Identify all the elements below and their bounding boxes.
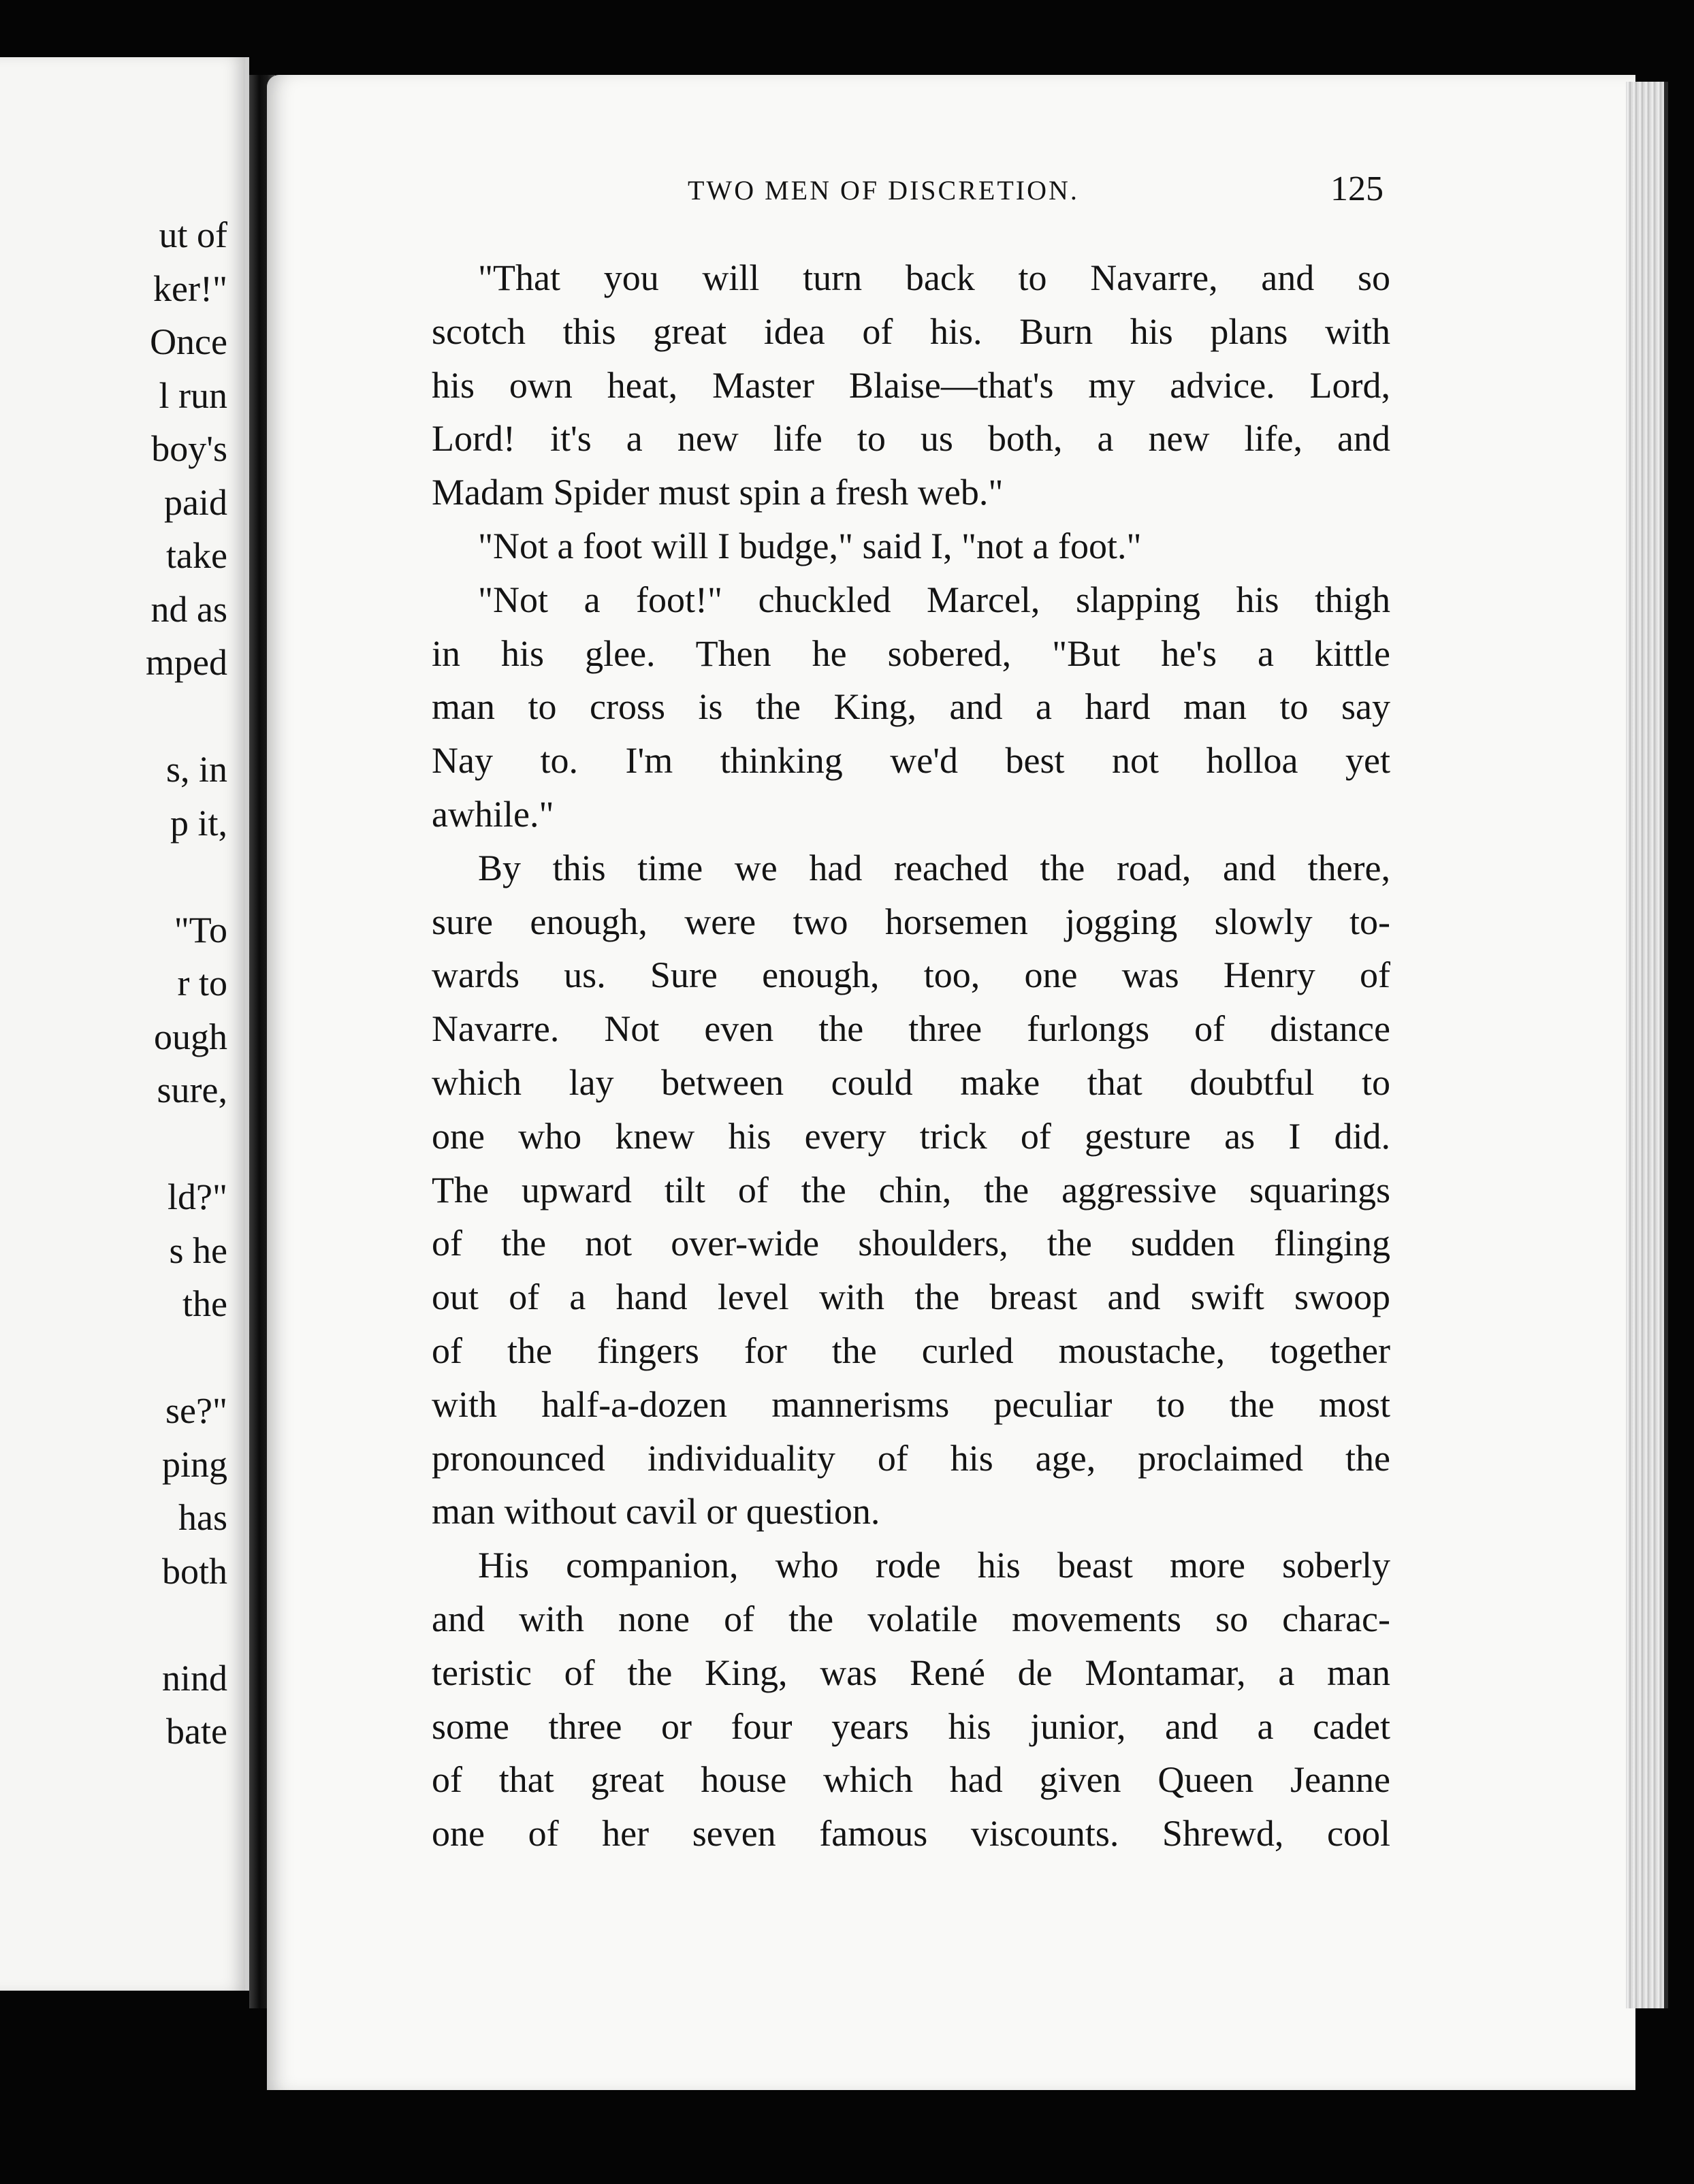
left-page-line: mped	[146, 642, 227, 683]
text-line: By this time we had reached the road, and there,	[478, 847, 1390, 888]
text-line: "Not a foot!" chuckled Marcel, slapping his thigh	[478, 579, 1390, 620]
text-line: "That you will turn back to Navarre, and so	[478, 257, 1390, 298]
text-line: some three or four years his junior, and a cadet	[432, 1705, 1390, 1747]
text-line: Nay to. I'm thinking we'd best not holloa yet	[432, 740, 1390, 782]
text-line: of that great house which had given Queen Jeanne	[432, 1759, 1390, 1801]
left-page-line: boy's	[151, 428, 227, 469]
text-line: and with none of the volatile movements so charac-	[432, 1599, 1390, 1639]
running-head: TWO MEN OF DISCRETION.	[688, 175, 1079, 206]
left-page-line: both	[161, 1550, 227, 1592]
text-line: out of a hand level with the breast and swift swoop	[432, 1276, 1390, 1318]
page-edge	[1626, 82, 1668, 2008]
text-line: scotch this great idea of his. Burn his plans with	[432, 310, 1390, 352]
text-line: one of her seven famous viscounts. Shrewd, cool	[432, 1813, 1390, 1854]
left-page-line: l run	[159, 374, 227, 416]
left-page-line: sure,	[157, 1070, 227, 1110]
left-page-line: ough	[154, 1016, 227, 1057]
text-line: man to cross is the King, and a hard man to say	[432, 686, 1390, 728]
left-page-line: ping	[161, 1443, 227, 1485]
text-line: The upward tilt of the chin, the aggressive squarings	[432, 1169, 1390, 1210]
text-line: teristic of the King, was René de Montamar, a man	[432, 1652, 1390, 1693]
text-line: of the fingers for the curled moustache, together	[432, 1330, 1390, 1371]
left-page-line: take	[166, 535, 227, 576]
text-line: "Not a foot will I budge," said I, "not a foot."	[478, 526, 1142, 566]
text-line: pronounced individuality of his age, proclaimed the	[432, 1437, 1390, 1479]
text-line: of the not over-wide shoulders, the sudden flinging	[432, 1223, 1390, 1264]
left-page-line: se?"	[165, 1390, 227, 1431]
text-line: one who knew his every trick of gesture as I did.	[432, 1115, 1390, 1157]
left-page-line: the	[182, 1283, 227, 1324]
left-page-line: r to	[177, 963, 227, 1003]
text-line: awhile."	[432, 794, 554, 835]
left-page-line: bate	[166, 1711, 227, 1752]
text-line: His companion, who rode his beast more soberly	[478, 1545, 1390, 1586]
text-line: sure enough, were two horsemen jogging slowly to-	[432, 901, 1390, 942]
text-line: in his glee. Then he sobered, "But he's a kittle	[432, 632, 1390, 674]
text-line: Navarre. Not even the three furlongs of distance	[432, 1008, 1390, 1050]
left-page-line: nd as	[150, 588, 227, 630]
left-page	[0, 57, 249, 1991]
text-line: Lord! it's a new life to us both, a new life, and	[432, 418, 1390, 460]
left-page-line: "To	[174, 909, 227, 950]
text-line: man without cavil or question.	[432, 1491, 880, 1532]
left-page-line: ker!"	[153, 268, 227, 309]
left-page-line: Once	[150, 321, 227, 362]
left-page-line: paid	[164, 481, 227, 523]
left-page-line: p it,	[170, 802, 227, 844]
left-page-line: nind	[161, 1657, 227, 1699]
left-page-line: s, in	[165, 749, 227, 790]
left-page-line: has	[178, 1497, 227, 1538]
text-line: wards us. Sure enough, too, one was Henry of	[432, 954, 1390, 996]
text-line: his own heat, Master Blaise—that's my advice. Lord,	[432, 364, 1390, 406]
text-line: which lay between could make that doubtful to	[432, 1062, 1390, 1103]
left-page-line: ut of	[159, 214, 227, 255]
page-number: 125	[1330, 170, 1384, 208]
left-page-line: ld?"	[167, 1176, 227, 1217]
text-line: with half-a-dozen mannerisms peculiar to the most	[432, 1383, 1390, 1425]
text-line: Madam Spider must spin a fresh web."	[432, 472, 1004, 513]
left-page-line: s he	[169, 1230, 227, 1271]
